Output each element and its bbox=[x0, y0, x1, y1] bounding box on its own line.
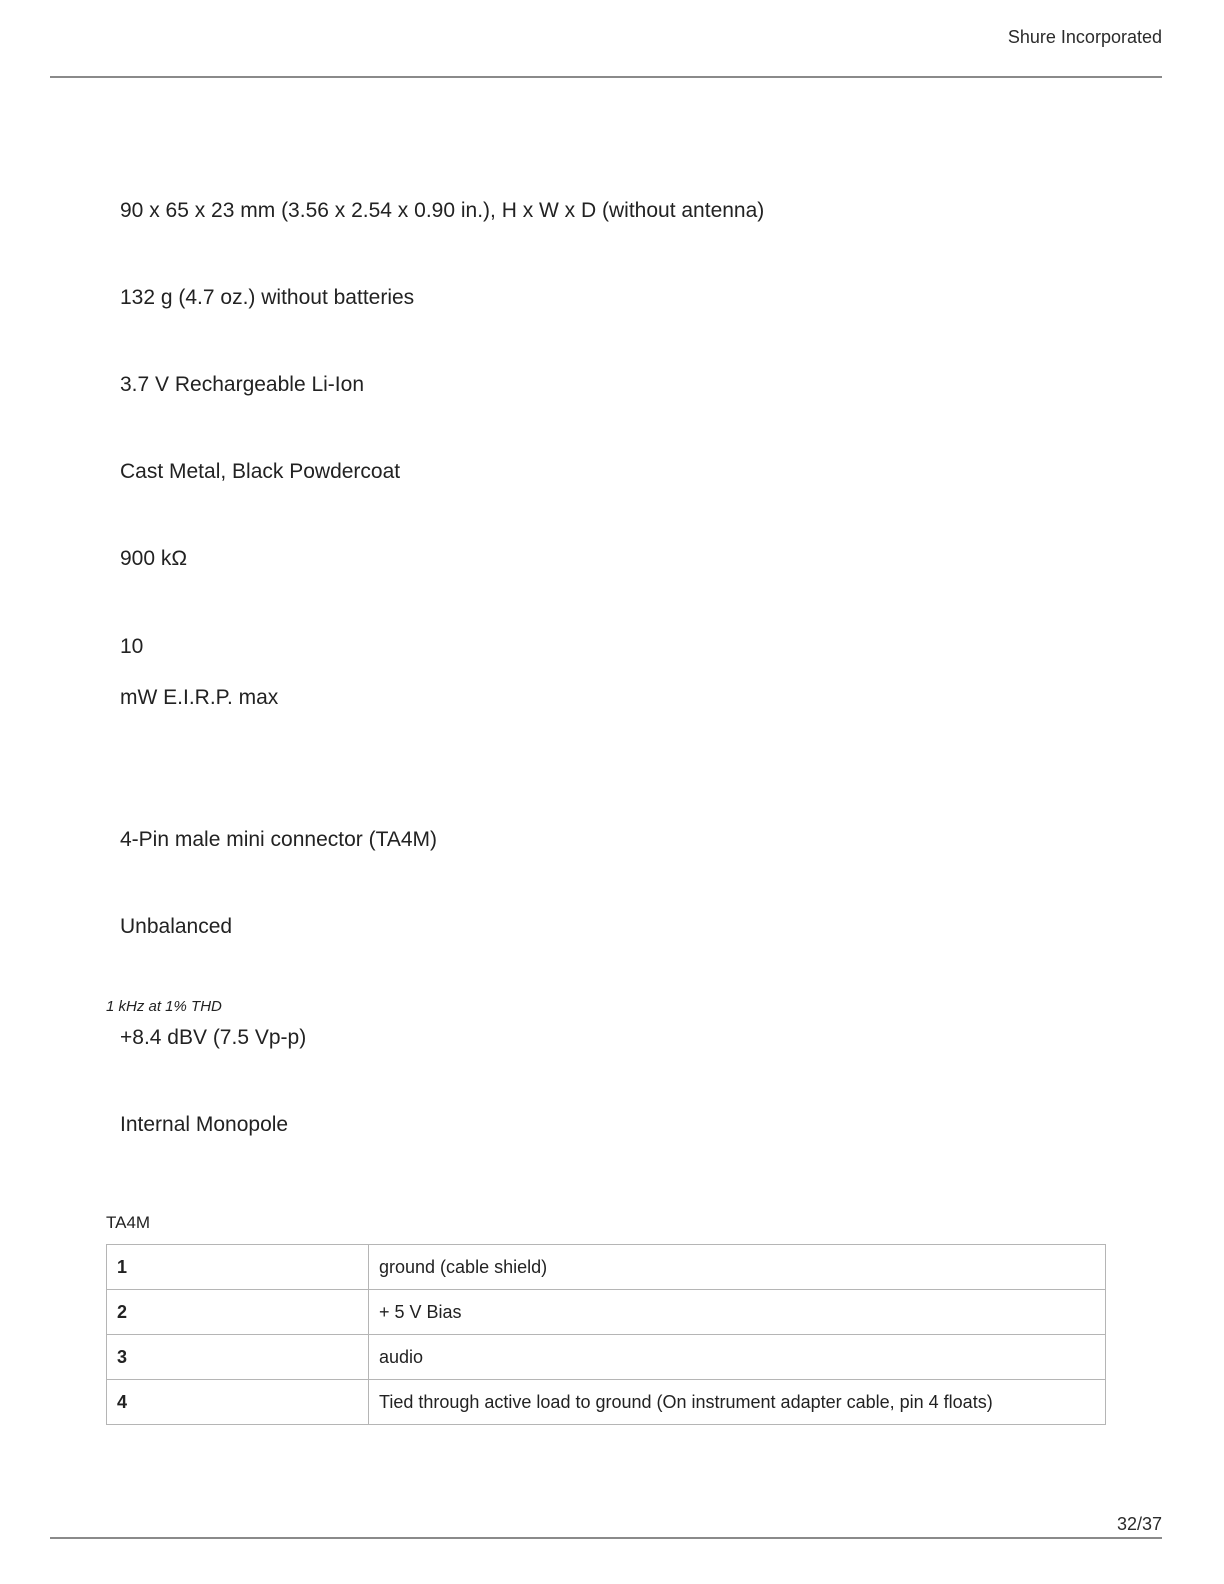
pin-description: audio bbox=[369, 1335, 1106, 1380]
spec-dimensions: 90 x 65 x 23 mm (3.56 x 2.54 x 0.90 in.), H x W x D (without antenna) bbox=[120, 199, 765, 222]
spec-housing: Cast Metal, Black Powdercoat bbox=[120, 460, 401, 483]
pin-table-caption: TA4M bbox=[106, 1213, 151, 1232]
pin-description: + 5 V Bias bbox=[369, 1290, 1106, 1335]
spec-max-input-level: +8.4 dBV (7.5 Vp-p) bbox=[120, 1026, 307, 1049]
header-company-name: Shure Incorporated bbox=[1007, 27, 1162, 47]
spec-rf-power-value: 10 bbox=[120, 635, 144, 658]
pin-table bbox=[106, 1244, 1106, 1425]
header-divider bbox=[50, 76, 1162, 78]
pin-description: Tied through active load to ground (On instrument adapter cable, pin 4 floats) bbox=[369, 1380, 1106, 1425]
spec-battery: 3.7 V Rechargeable Li-Ion bbox=[120, 373, 364, 396]
table-row bbox=[107, 1335, 1106, 1380]
table-row bbox=[107, 1380, 1106, 1425]
footer-divider bbox=[50, 1537, 1162, 1539]
spec-connector: 4-Pin male mini connector (TA4M) bbox=[120, 828, 438, 851]
spec-input-impedance: 900 kΩ bbox=[120, 547, 188, 570]
pin-number: 3 bbox=[107, 1335, 369, 1380]
table-row bbox=[107, 1290, 1106, 1335]
pin-number: 4 bbox=[107, 1380, 369, 1425]
pin-number: 2 bbox=[107, 1290, 369, 1335]
spec-configuration: Unbalanced bbox=[120, 915, 233, 938]
table-row bbox=[107, 1245, 1106, 1290]
spec-rf-power-unit: mW E.I.R.P. max bbox=[120, 686, 279, 709]
pin-description: ground (cable shield) bbox=[369, 1245, 1106, 1290]
pin-number: 1 bbox=[107, 1245, 369, 1290]
spec-max-input-note: 1 kHz at 1% THD bbox=[106, 998, 222, 1015]
spec-antenna: Internal Monopole bbox=[120, 1113, 289, 1136]
spec-weight: 132 g (4.7 oz.) without batteries bbox=[120, 286, 415, 309]
page-number: 32/37 bbox=[1116, 1514, 1162, 1534]
